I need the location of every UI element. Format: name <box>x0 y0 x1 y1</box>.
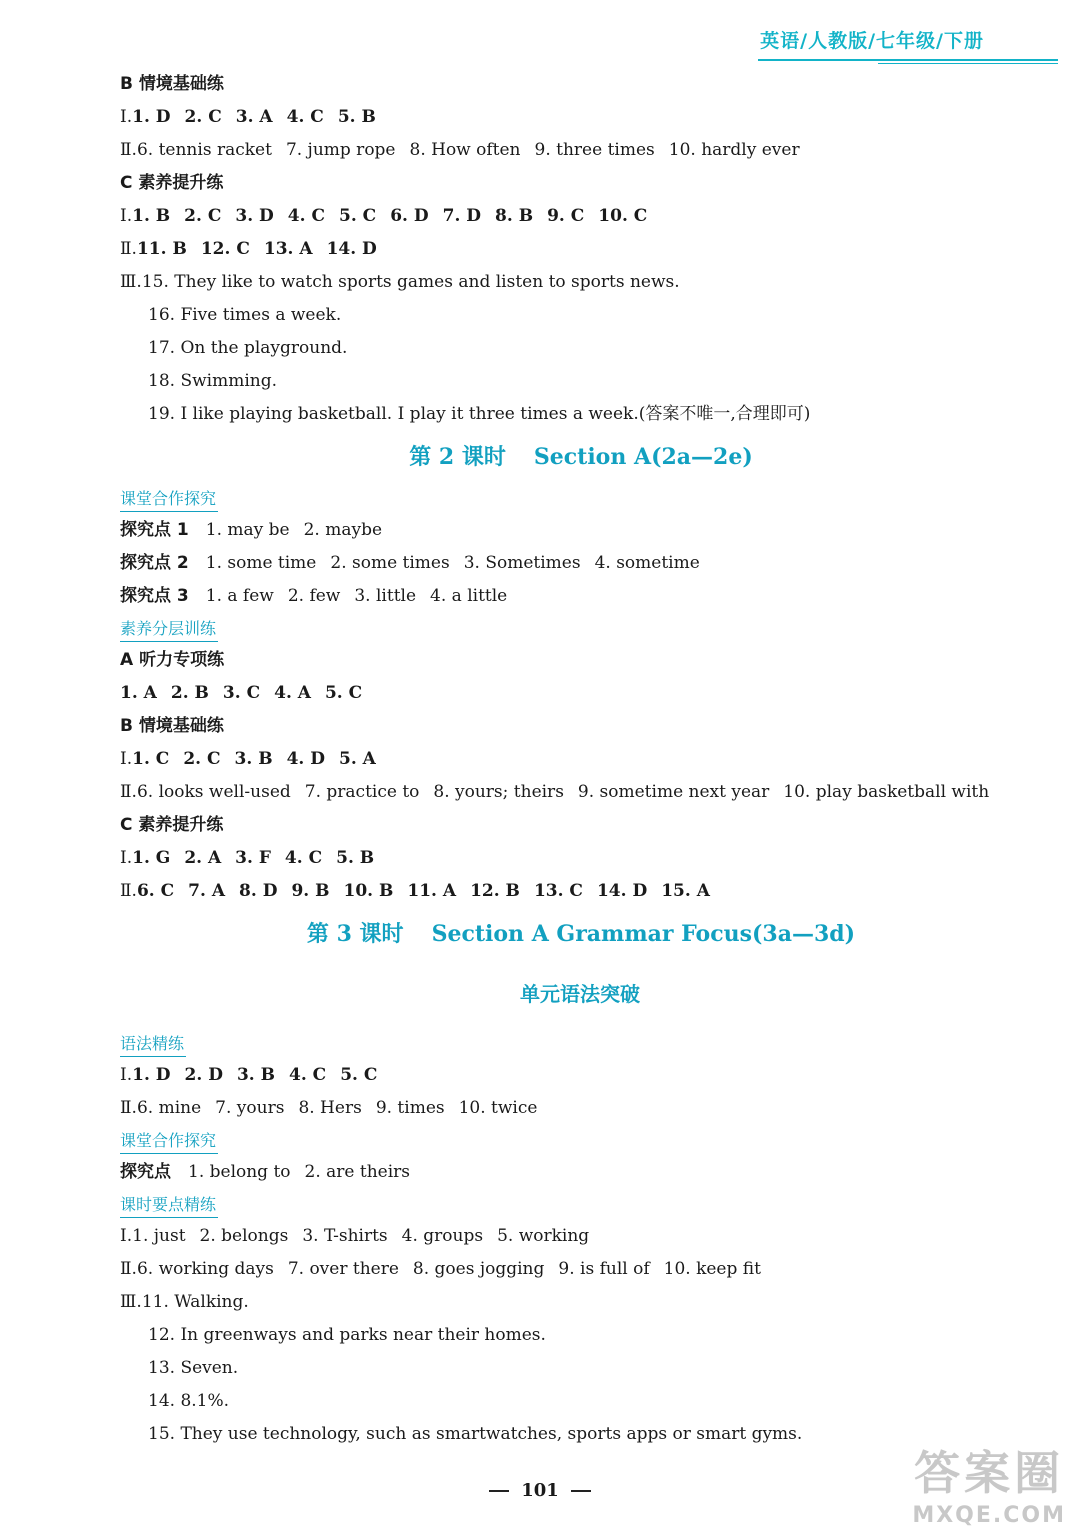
category-tag-row <box>120 1189 1020 1220</box>
roman-numeral: Ⅲ. <box>120 272 142 292</box>
roman-numeral: Ⅱ. <box>120 1098 137 1118</box>
answer-row <box>120 743 1020 776</box>
lesson-number: 第 3 课时 <box>306 921 404 947</box>
category-tag: 课时要点精练 <box>120 1193 218 1218</box>
answer-item: 2. A <box>184 848 222 868</box>
answer-item: 3. Sometimes <box>463 553 581 573</box>
answer-item: 3. B <box>234 749 273 769</box>
answer-item: 15. A <box>661 881 710 901</box>
answer-item: 8. Hers <box>298 1098 362 1118</box>
answer-item: 6. working days <box>136 1259 274 1279</box>
answer-item: 5. C <box>324 683 363 703</box>
answer-item: 14. D <box>326 239 377 259</box>
answer-row-indented: 19. I like playing basketball. I play it three times a week.(答案不唯一,合理即可) <box>148 404 811 424</box>
answer-row <box>120 134 1020 167</box>
answer-item: 5. A <box>339 749 376 769</box>
roman-numeral: Ⅱ. <box>120 782 137 802</box>
exercise-label-text: B 情境基础练 <box>120 74 224 94</box>
answer-row-indented: 18. Swimming. <box>148 371 277 391</box>
answer-item: 3. little <box>354 586 417 606</box>
answer-row <box>120 200 1020 233</box>
answer-item: 2. few <box>287 586 341 606</box>
roman-numeral: Ⅰ. <box>120 1065 133 1085</box>
answer-row <box>120 1220 1020 1253</box>
answer-item: 9. C <box>547 206 585 226</box>
answer-row-indented: 16. Five times a week. <box>148 305 342 325</box>
answer-item: 13. A <box>263 239 313 259</box>
answer-row <box>120 875 1020 908</box>
page-header <box>758 26 1058 64</box>
watermark-logo <box>912 1437 1066 1528</box>
category-tag: 素养分层训练 <box>120 617 218 642</box>
answer-row <box>120 101 1020 134</box>
explore-point-row <box>120 1156 1020 1189</box>
explore-point-label: 探究点 2 <box>120 553 189 573</box>
answer-item: 13. C <box>533 881 583 901</box>
answer-item: 1. may be <box>205 520 290 540</box>
explore-point-row <box>120 547 1020 580</box>
answer-item: 10. keep fit <box>663 1259 761 1279</box>
exercise-label <box>120 710 1020 743</box>
answer-row-indented: 14. 8.1%. <box>148 1391 230 1411</box>
category-tag: 课堂合作探究 <box>120 487 218 512</box>
exercise-label <box>120 644 1020 677</box>
exercise-label-text: A 听力专项练 <box>120 650 225 670</box>
explore-point-label: 探究点 3 <box>120 586 189 606</box>
answer-row-indented: 12. In greenways and parks near their homes. <box>148 1325 546 1345</box>
answer-item: 7. A <box>188 881 226 901</box>
answer-item: 5. C <box>340 1065 378 1085</box>
exercise-label <box>120 68 1020 101</box>
answer-item: 8. yours; theirs <box>433 782 564 802</box>
answer-item: 6. looks well-used <box>136 782 291 802</box>
answer-item: 3. F <box>235 848 271 868</box>
answer-item: 9. is full of <box>558 1259 650 1279</box>
answer-item: 6. tennis racket <box>136 140 272 160</box>
category-tag-row <box>120 1028 1020 1059</box>
answer-item: 9. sometime next year <box>577 782 770 802</box>
answer-item: 10. play basketball with <box>783 782 990 802</box>
answer-item: 11. B <box>136 239 187 259</box>
answer-item: 1. belong to <box>188 1162 291 1182</box>
answer-item: 4. D <box>286 749 325 769</box>
answer-item: 1. just <box>132 1226 186 1246</box>
explore-point-row <box>120 514 1020 547</box>
answer-item: 10. B <box>343 881 394 901</box>
answer-item: 1. a few <box>205 586 274 606</box>
answer-item: 4. a little <box>430 586 508 606</box>
explore-point-label: 探究点 1 <box>120 520 189 540</box>
answer-item: 12. B <box>470 881 520 901</box>
answer-item: 1. some time <box>205 553 317 573</box>
header-rule-thin <box>878 63 1058 64</box>
answer-item: 6. D <box>390 206 429 226</box>
answer-item: 1. A <box>120 683 157 703</box>
answer-item: 8. D <box>239 881 278 901</box>
answer-item: 1. G <box>132 848 171 868</box>
roman-numeral: Ⅱ. <box>120 140 137 160</box>
answer-item: 1. D <box>132 1065 171 1085</box>
section-heading <box>120 431 1020 483</box>
answer-item: 10. C <box>598 206 648 226</box>
answer-item: 4. C <box>289 1065 327 1085</box>
roman-numeral: Ⅰ. <box>120 848 133 868</box>
footer-dash-left <box>489 1490 509 1492</box>
answer-row <box>120 677 1020 710</box>
header-rule <box>758 59 1058 61</box>
answer-item: 9. three times <box>534 140 655 160</box>
answer-item: 1. C <box>132 749 170 769</box>
exercise-label <box>120 167 1020 200</box>
answer-item: 10. twice <box>458 1098 538 1118</box>
answer-item: 3. D <box>235 206 274 226</box>
answer-item: 11. A <box>407 881 457 901</box>
header-title: 英语/人教版/七年级/下册 <box>760 30 984 52</box>
answer-item: 4. C <box>286 107 324 127</box>
answer-item: 2. some times <box>330 553 450 573</box>
answer-item: 2. C <box>184 206 222 226</box>
answer-item: 5. B <box>336 848 375 868</box>
category-tag-row <box>120 613 1020 644</box>
page-number: 101 <box>521 1480 559 1501</box>
watermark-top: 答案圈 <box>914 1446 1065 1500</box>
answer-item: 4. C <box>284 848 323 868</box>
roman-numeral: Ⅱ. <box>120 239 137 259</box>
category-tag-row <box>120 483 1020 514</box>
answer-item: 3. B <box>236 1065 276 1085</box>
exercise-label-text: C 素养提升练 <box>120 815 224 835</box>
section-title: Section A(2a—2e) <box>533 444 753 470</box>
category-tag-row <box>120 1125 1020 1156</box>
answer-row-indented: 17. On the playground. <box>148 338 348 358</box>
answer-item: 4. A <box>274 683 311 703</box>
answer-item: 11. Walking. <box>141 1292 249 1312</box>
answer-item: 3. C <box>222 683 261 703</box>
answer-row <box>120 1092 1020 1125</box>
answer-item: 8. How often <box>409 140 521 160</box>
answer-item: 2. maybe <box>303 520 383 540</box>
lesson-number: 第 2 课时 <box>409 444 506 470</box>
answer-item: 1. B <box>132 206 171 226</box>
answer-item: 15. They like to watch sports games and listen to sports news. <box>141 272 680 292</box>
answer-item: 5. B <box>337 107 376 127</box>
section-title: Section A Grammar Focus(3a—3d) <box>431 921 856 947</box>
answer-row <box>120 233 1020 266</box>
answer-item: 4. C <box>287 206 325 226</box>
answer-item: 4. sometime <box>594 553 700 573</box>
answer-row <box>120 1286 1020 1319</box>
answer-item: 7. jump rope <box>285 140 396 160</box>
answer-row <box>120 1253 1020 1286</box>
answer-item: 12. C <box>200 239 250 259</box>
unit-subheading: 单元语法突破 <box>520 982 640 1006</box>
category-tag: 语法精练 <box>120 1032 186 1057</box>
answer-item: 7. practice to <box>304 782 420 802</box>
watermark-bottom: MXQE.COM <box>912 1503 1066 1528</box>
exercise-label <box>120 809 1020 842</box>
answer-row <box>120 1059 1020 1092</box>
answer-item: 9. times <box>375 1098 445 1118</box>
answer-item: 6. mine <box>136 1098 202 1118</box>
roman-numeral: Ⅱ. <box>120 1259 137 1279</box>
answer-item: 2. are theirs <box>304 1162 411 1182</box>
answer-item: 1. D <box>132 107 171 127</box>
answer-item: 9. B <box>291 881 330 901</box>
answer-item: 3. A <box>235 107 273 127</box>
answer-row <box>120 842 1020 875</box>
roman-numeral: Ⅰ. <box>120 1226 133 1246</box>
answer-row <box>120 776 1020 809</box>
answer-item: 14. D <box>596 881 648 901</box>
answer-item: 10. hardly ever <box>668 140 800 160</box>
answer-item: 2. C <box>183 749 221 769</box>
answer-row <box>120 266 1020 299</box>
footer-dash-right <box>571 1490 591 1492</box>
answer-item: 5. working <box>497 1226 590 1246</box>
answer-item: 8. goes jogging <box>412 1259 545 1279</box>
answer-item: 7. yours <box>215 1098 285 1118</box>
answer-item: 8. B <box>495 206 534 226</box>
answer-item: 2. D <box>184 1065 223 1085</box>
exercise-label-text: C 素养提升练 <box>120 173 224 193</box>
answer-item: 6. C <box>136 881 175 901</box>
roman-numeral: Ⅰ. <box>120 206 133 226</box>
roman-numeral: Ⅰ. <box>120 749 133 769</box>
roman-numeral: Ⅲ. <box>120 1292 142 1312</box>
answer-item: 7. over there <box>287 1259 399 1279</box>
answer-item: 2. belongs <box>199 1226 289 1246</box>
answer-item: 2. B <box>170 683 209 703</box>
explore-point-label: 探究点 <box>120 1162 171 1182</box>
answer-item: 3. T-shirts <box>302 1226 388 1246</box>
answer-row-indented: 15. They use technology, such as smartwatches, sports apps or smart gyms. <box>148 1424 803 1444</box>
exercise-label-text: B 情境基础练 <box>120 716 224 736</box>
answer-item: 2. C <box>184 107 222 127</box>
answer-item: 4. groups <box>401 1226 484 1246</box>
roman-numeral: Ⅰ. <box>120 107 133 127</box>
roman-numeral: Ⅱ. <box>120 881 137 901</box>
answer-item: 5. C <box>339 206 377 226</box>
answer-item: 7. D <box>442 206 482 226</box>
category-tag: 课堂合作探究 <box>120 1129 218 1154</box>
answer-row-indented: 13. Seven. <box>148 1358 239 1378</box>
explore-point-row <box>120 580 1020 613</box>
section-heading <box>120 908 1020 960</box>
answer-content <box>120 68 1020 1451</box>
